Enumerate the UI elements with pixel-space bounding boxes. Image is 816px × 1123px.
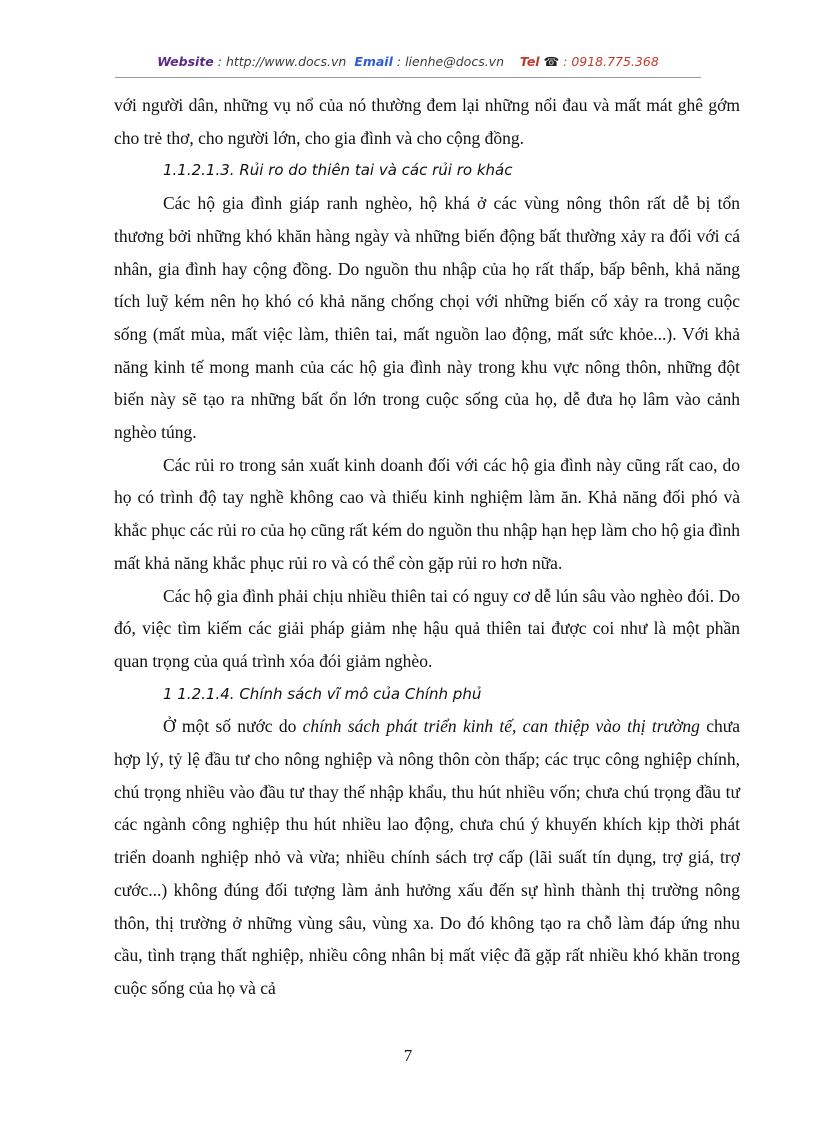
email-label: Email (354, 54, 393, 69)
document-body (114, 89, 740, 1005)
phone-icon: ☎ (543, 54, 560, 69)
paragraph-vulnerable-households: Các hộ gia đình giáp ranh nghèo, hộ khá ở các vùng nông thôn rất dễ bị tổn thương bởi những khó khăn hàng ngày và những biến động bất thường xảy ra đối với cá nhân, gia đình hay cộng đồng. Do nguồn thu nhập của họ rất thấp, bấp bênh, khả năng tích luỹ kém nên họ khó có khả năng chống chọi với những biến cố xảy ra trong cuộc sống (mất mùa, mất việc làm, thiên tai, mất nguồn lao động, mất sức khỏe...). Với khả năng kinh tế mong manh của các hộ gia đình này trong khu vực nông thôn, những đột biến này sẽ tạo ra những bất ổn lớn trong cuộc sống của họ, dễ đưa họ lâm vào cảnh nghèo túng. (114, 193, 740, 443)
paragraph-macro-policy-rest: chưa hợp lý, tỷ lệ đầu tư cho nông nghiệp và nông thôn còn thấp; các trục công nghiệp chính, chú trọng nhiều vào đầu tư thay thế nhập khẩu, thu hút nhiều vốn; chưa chú trọng đầu tư các ngành công nghiệp thu hút nhiều lao động, chưa chú ý khuyến khích kịp thời phát triển doanh nghiệp nhỏ và vừa; nhiều chính sách trợ cấp (lãi suất tín dụng, trợ giá, trợ cước...) không đúng đối tượng làm ảnh hưởng xấu đến sự hình thành thị trường nông thôn, thị trường ở những vùng sâu, vùng xa. Do đó không tạo ra chỗ làm đáp ứng nhu cầu, tình trạng thất nghiệp, nhiều công nhân bị mất việc đã gặp rất nhiều khó khăn trong cuộc sống của họ và cả (114, 716, 740, 998)
website-separator: : (213, 54, 226, 69)
email-address[interactable]: lienhe@docs.vn (405, 54, 504, 69)
website-url[interactable]: http://www.docs.vn (225, 54, 347, 69)
section-heading-1-1-2-1-4: 1 1.2.1.4. Chính sách vĩ mô của Chính phủ (163, 684, 482, 703)
header-divider (115, 77, 701, 78)
section-heading-1-1-2-1-3: 1.1.2.1.3. Rủi ro do thiên tai và các rủi ro khác (163, 161, 513, 180)
tel-number: : 0918.775.368 (559, 54, 659, 69)
paragraph-macro-policy (114, 710, 740, 1004)
paragraph-macro-policy-emphasis: chính sách phát triển kinh tế, can thiệp vào thị trường (302, 716, 700, 737)
paragraph-natural-disasters: Các hộ gia đình phải chịu nhiều thiên tai có nguy cơ dễ lún sâu vào nghèo đói. Do đó, việc tìm kiếm các giải pháp giảm nhẹ hậu quả thiên tai được coi như là một phần quan trọng của quá trình xóa đói giảm nghèo. (114, 585, 740, 671)
paragraph-business-risks: Các rủi ro trong sản xuất kinh doanh đối với các hộ gia đình này cũng rất cao, do họ có trình độ tay nghề không cao và thiếu kinh nghiệm làm ăn. Khả năng đối phó và khắc phục các rủi ro của họ cũng rất kém do nguồn thu nhập hạn hẹp làm cho hộ gia đình mất khả năng khắc phục rủi ro và có thể còn gặp rủi ro hơn nữa. (114, 454, 740, 573)
website-label: Website (157, 54, 214, 69)
email-separator: : (392, 54, 406, 69)
paragraph-macro-policy-lead: Ở một số nước do (163, 716, 303, 737)
paragraph-continuation: với người dân, những vụ nổ của nó thường đem lại những nổi đau và mất mát ghê gớm cho trẻ thơ, cho người lớn, cho gia đình và cho cộng đồng. (114, 95, 740, 148)
tel-label: Tel (519, 54, 540, 69)
page-number: 7 (403, 1046, 413, 1065)
page-header (115, 54, 701, 69)
